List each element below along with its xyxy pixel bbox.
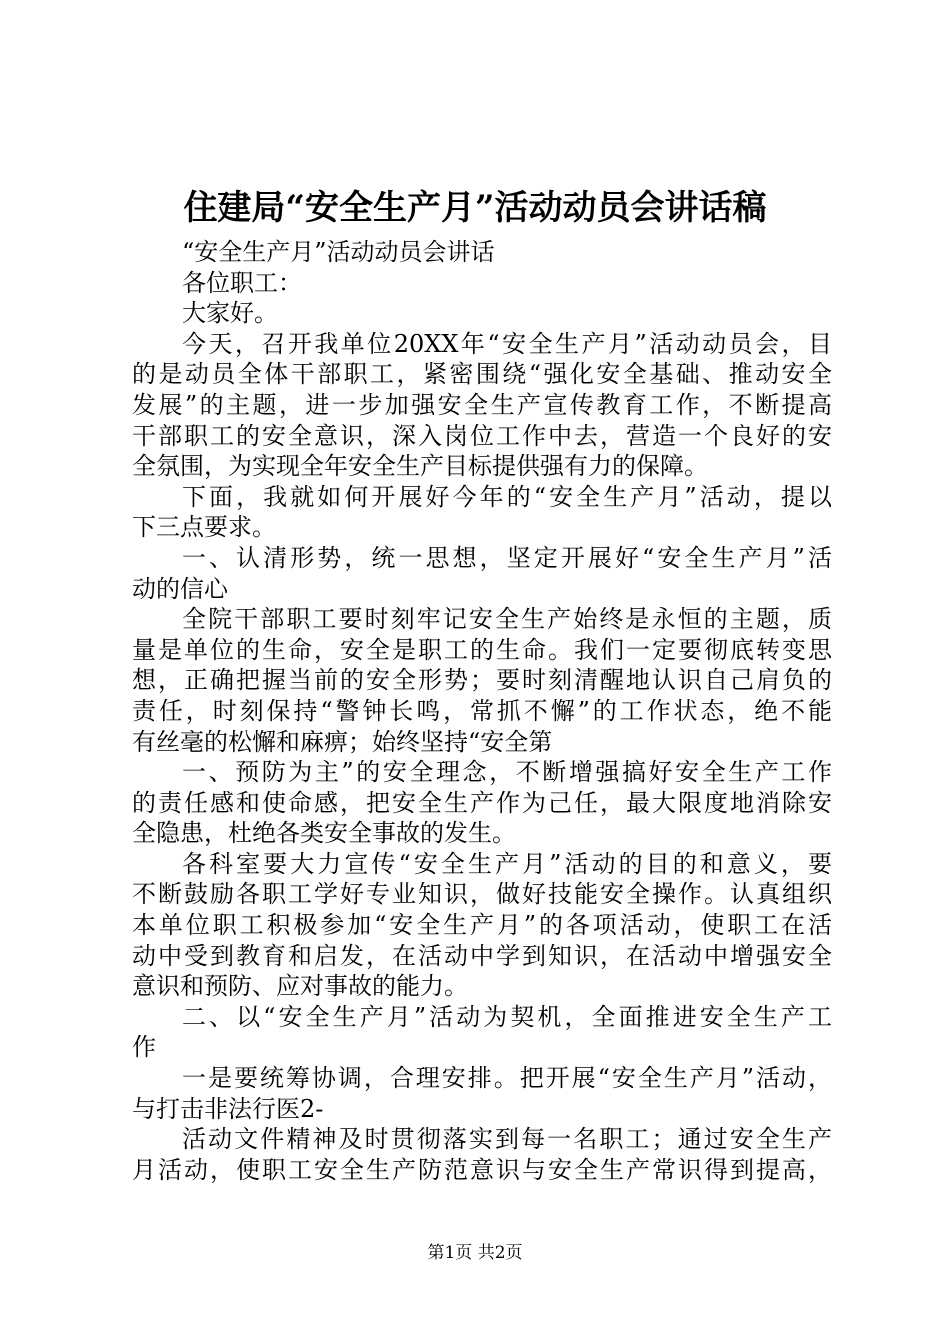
paragraph-line: 发展”的主题，进一步加强安全生产宣传教育工作，不断提高 <box>132 390 832 419</box>
document-title: 住建局“安全生产月”活动动员会讲话稿 <box>183 188 767 228</box>
paragraph-line: 各科室要大力宣传“安全生产月”活动的目的和意义，要 <box>182 849 832 878</box>
paragraph-line: 责任，时刻保持“警钟长鸣，常抓不懈”的工作状态，绝不能 <box>132 696 832 725</box>
section-heading-line: 一、认清形势，统一思想，坚定开展好“安全生产月”活 <box>182 543 832 572</box>
paragraph-line: 有丝毫的松懈和麻痹；始终坚持“安全第 <box>132 727 553 756</box>
document-body <box>132 237 832 1185</box>
paragraph-line: 量是单位的生命，安全是职工的生命。我们一定要彻底转变思 <box>132 635 832 664</box>
section-heading-line: 动的信心 <box>132 574 228 603</box>
paragraph-line: 的是动员全体干部职工，紧密围绕“强化安全基础、推动安全 <box>132 360 832 389</box>
page-number-footer: 第1页 共2页 <box>427 1243 523 1263</box>
paragraph-line: 各位职工： <box>182 268 302 297</box>
paragraph-line: 今天，召开我单位20XX年“安全生产月”活动动员会，目 <box>182 329 832 358</box>
paragraph-line: 与打击非法行医2- <box>132 1094 324 1123</box>
paragraph-line: 下面，我就如何开展好今年的“安全生产月”活动，提以 <box>182 482 832 511</box>
paragraph-line: 一是要统筹协调，合理安排。把开展“安全生产月”活动， <box>182 1064 832 1093</box>
paragraph-line: 月活动，使职工安全生产防范意识与安全生产常识得到提高， <box>132 1155 832 1184</box>
paragraph-line: 大家好。 <box>182 299 278 328</box>
paragraph-line: 全氛围，为实现全年安全生产目标提供强有力的保障。 <box>132 452 708 481</box>
paragraph-line: 不断鼓励各职工学好专业知识，做好技能安全操作。认真组织 <box>132 880 832 909</box>
paragraph-line: 干部职工的安全意识，深入岗位工作中去，营造一个良好的安 <box>132 421 832 450</box>
section-heading-line: 二、以“安全生产月”活动为契机，全面推进安全生产工 <box>182 1002 832 1031</box>
paragraph-line: 下三点要求。 <box>132 513 276 542</box>
paragraph-line: 一、预防为主”的安全理念，不断增强搞好安全生产工作 <box>182 758 832 787</box>
paragraph-line: 本单位职工积极参加“安全生产月”的各项活动，使职工在活 <box>132 911 832 940</box>
paragraph-line: 意识和预防、应对事故的能力。 <box>132 972 468 1001</box>
paragraph-line: 全隐患，杜绝各类安全事故的发生。 <box>132 819 516 848</box>
paragraph-line: 动中受到教育和启发，在活动中学到知识，在活动中增强安全 <box>132 941 832 970</box>
section-heading-line: 作 <box>132 1033 156 1062</box>
paragraph-line: 的责任感和使命感，把安全生产作为己任，最大限度地消除安 <box>132 788 832 817</box>
paragraph-line: 想，正确把握当前的安全形势；要时刻清醒地认识自己肩负的 <box>132 666 832 695</box>
paragraph-line: “安全生产月”活动动员会讲话 <box>182 238 495 266</box>
paragraph-line: 全院干部职工要时刻牢记安全生产始终是永恒的主题，质 <box>182 605 832 634</box>
paragraph-line: 活动文件精神及时贯彻落实到每一名职工；通过安全生产 <box>182 1125 832 1154</box>
